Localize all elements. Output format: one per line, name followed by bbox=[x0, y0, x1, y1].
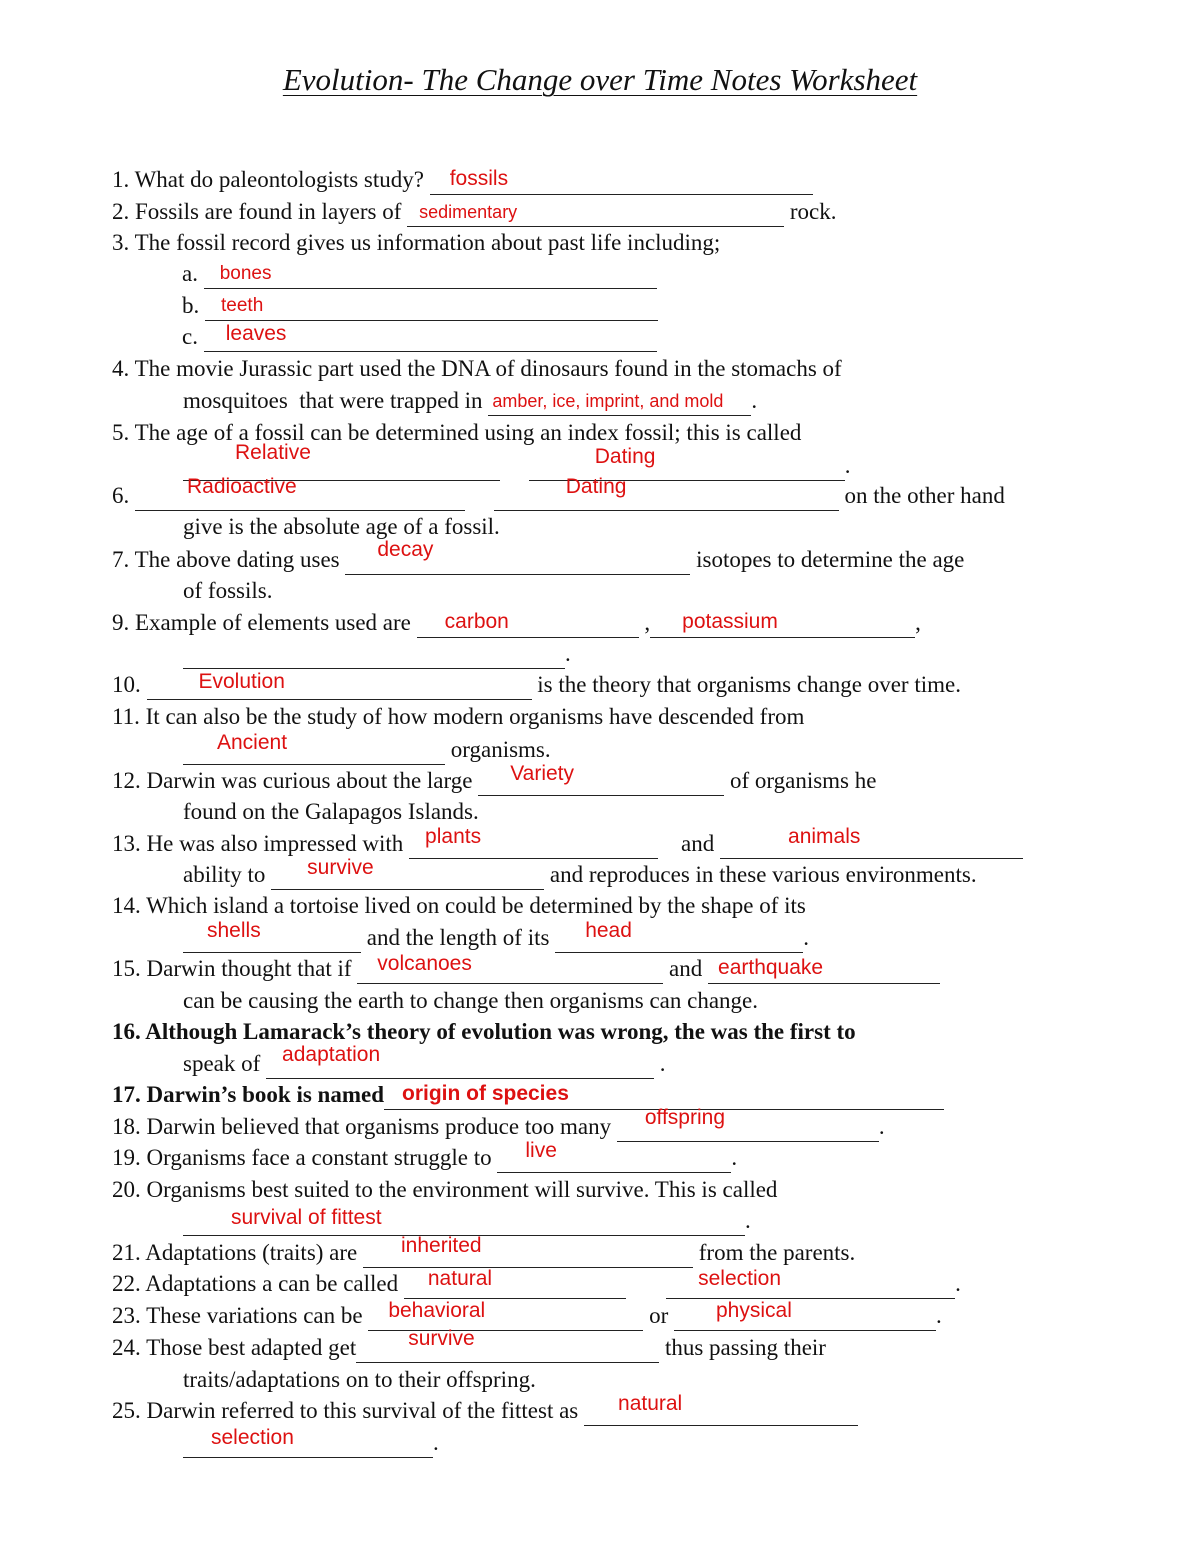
question-text: 3. The fossil record gives us information about past life including; bbox=[112, 230, 721, 255]
question-line bbox=[183, 1428, 439, 1458]
question-text: mosquitoes that were trapped in bbox=[183, 388, 489, 413]
answer-blank[interactable] bbox=[497, 1139, 731, 1173]
question-text: is the theory that organisms change over time. bbox=[531, 672, 961, 697]
question-text: 6. bbox=[112, 483, 135, 508]
handwritten-answer: teeth bbox=[221, 295, 264, 316]
question-line bbox=[183, 1365, 536, 1395]
handwritten-answer: selection bbox=[698, 1267, 782, 1290]
answer-blank[interactable] bbox=[494, 475, 839, 511]
question-line bbox=[112, 1234, 856, 1268]
question-text: or bbox=[643, 1303, 674, 1328]
handwritten-answer: survive bbox=[307, 856, 374, 879]
question-text: , bbox=[638, 610, 651, 635]
question-text: 21. Adaptations (traits) are bbox=[112, 1240, 364, 1265]
question-text: 20. Organisms best suited to the environment will survive. This is called bbox=[112, 1177, 778, 1202]
question-text: b. bbox=[182, 293, 205, 318]
handwritten-answer: sedimentary bbox=[419, 202, 518, 222]
question-text: found on the Galapagos Islands. bbox=[183, 799, 479, 824]
question-line bbox=[183, 986, 758, 1016]
handwritten-answer: selection bbox=[211, 1426, 294, 1449]
question-text: from the parents. bbox=[693, 1240, 856, 1265]
question-text: . bbox=[433, 1430, 439, 1455]
question-text: . bbox=[565, 641, 571, 666]
answer-blank[interactable] bbox=[266, 1043, 654, 1079]
question-text: c. bbox=[182, 324, 204, 349]
answer-blank[interactable] bbox=[183, 1428, 433, 1458]
handwritten-answer: Evolution bbox=[198, 670, 285, 693]
handwritten-answer: Variety bbox=[510, 762, 575, 785]
question-text: and bbox=[658, 831, 721, 856]
handwritten-answer: Dating bbox=[565, 475, 627, 498]
handwritten-answer: fossils bbox=[449, 167, 509, 190]
question-text: isotopes to determine the age bbox=[690, 547, 965, 572]
question-text: . bbox=[745, 1208, 751, 1233]
question-line bbox=[112, 1080, 944, 1110]
question-text: . bbox=[955, 1271, 961, 1296]
answer-blank[interactable] bbox=[584, 1392, 858, 1426]
question-line bbox=[112, 670, 961, 700]
question-text: 10. bbox=[112, 672, 147, 697]
question-line bbox=[112, 1392, 858, 1426]
question-line bbox=[112, 825, 1023, 859]
question-text: 1. What do paleontologists study? bbox=[112, 167, 430, 192]
answer-blank[interactable] bbox=[478, 762, 724, 796]
question-text: 11. It can also be the study of how modern organisms have descended from bbox=[112, 704, 805, 729]
answer-blank[interactable] bbox=[345, 538, 690, 575]
question-text: 13. He was also impressed with bbox=[112, 831, 410, 856]
question-text: 23. These variations can be bbox=[112, 1303, 369, 1328]
question-line bbox=[112, 228, 720, 258]
answer-blank[interactable] bbox=[674, 1301, 936, 1331]
question-text: . bbox=[654, 1051, 666, 1076]
handwritten-answer: origin of species bbox=[402, 1082, 569, 1105]
question-line bbox=[183, 386, 757, 416]
question-line bbox=[183, 731, 551, 765]
handwritten-answer: animals bbox=[788, 825, 861, 848]
question-text: of organisms he bbox=[724, 768, 877, 793]
question-line bbox=[112, 354, 842, 384]
handwritten-answer: adaptation bbox=[282, 1043, 381, 1066]
answer-blank[interactable] bbox=[555, 919, 803, 953]
answer-blank[interactable] bbox=[488, 386, 751, 416]
handwritten-answer: plants bbox=[425, 825, 482, 848]
worksheet-title: Evolution- The Change over Time Notes Worksheet bbox=[282, 62, 918, 97]
question-line bbox=[183, 576, 272, 606]
question-text: 17. Darwin’s book is named bbox=[112, 1082, 384, 1107]
question-text: traits/adaptations on to their offspring. bbox=[183, 1367, 536, 1392]
question-text: 16. Although Lamarack’s theory of evolution was wrong, the was the first to bbox=[112, 1019, 856, 1044]
question-text: 15. Darwin thought that if bbox=[112, 956, 358, 981]
question-line bbox=[112, 418, 801, 448]
question-text: . bbox=[731, 1145, 738, 1170]
question-line bbox=[183, 512, 500, 542]
question-text: and the length of its bbox=[361, 925, 556, 950]
answer-blank[interactable] bbox=[708, 954, 940, 984]
handwritten-answer: bones bbox=[219, 263, 272, 284]
question-line bbox=[112, 1301, 942, 1331]
question-text: thus passing their bbox=[659, 1335, 826, 1360]
handwritten-answer: behavioral bbox=[388, 1299, 486, 1322]
answer-blank[interactable] bbox=[404, 1269, 626, 1299]
question-text bbox=[626, 1271, 666, 1296]
answer-blank[interactable] bbox=[720, 825, 1023, 859]
question-line bbox=[112, 1175, 777, 1205]
question-line bbox=[183, 797, 479, 827]
question-text: of fossils. bbox=[183, 578, 273, 603]
question-line bbox=[112, 538, 965, 575]
answer-blank[interactable] bbox=[356, 1327, 659, 1363]
question-line bbox=[183, 1206, 751, 1236]
question-line bbox=[112, 891, 806, 921]
answer-blank[interactable] bbox=[183, 731, 445, 765]
question-line bbox=[112, 608, 921, 638]
answer-blank[interactable] bbox=[363, 1234, 693, 1268]
answer-blank[interactable] bbox=[204, 322, 657, 352]
question-text: a. bbox=[182, 261, 204, 286]
answer-blank[interactable] bbox=[430, 165, 813, 195]
answer-blank[interactable] bbox=[183, 1206, 745, 1236]
question-line bbox=[183, 1043, 666, 1079]
question-line bbox=[112, 165, 813, 195]
question-text bbox=[465, 483, 494, 508]
question-text: on the other hand bbox=[838, 483, 1005, 508]
question-text: organisms. bbox=[445, 737, 551, 762]
question-text: 25. Darwin referred to this survival of the fittest as bbox=[112, 1398, 585, 1423]
question-text: rock. bbox=[784, 199, 837, 224]
question-line bbox=[182, 259, 657, 289]
question-text: speak of bbox=[183, 1051, 267, 1076]
question-line bbox=[182, 322, 657, 352]
handwritten-answer: shells bbox=[207, 919, 261, 942]
question-text: ability to bbox=[183, 862, 272, 887]
question-text: 2. Fossils are found in layers of bbox=[112, 199, 408, 224]
answer-blank[interactable] bbox=[357, 954, 663, 984]
handwritten-answer: decay bbox=[377, 538, 434, 561]
handwritten-answer: Ancient bbox=[217, 731, 288, 754]
question-line bbox=[112, 954, 940, 984]
question-line bbox=[112, 762, 877, 796]
handwritten-answer: offspring bbox=[644, 1106, 725, 1129]
question-text: 19. Organisms face a constant struggle to bbox=[112, 1145, 498, 1170]
question-text: 24. Those best adapted get bbox=[112, 1335, 357, 1360]
question-text: 5. The age of a fossil can be determined using an index fossil; this is called bbox=[112, 420, 802, 445]
answer-blank[interactable] bbox=[205, 291, 658, 321]
handwritten-answer: survive bbox=[408, 1327, 475, 1350]
question-line bbox=[182, 291, 658, 321]
question-text: 18. Darwin believed that organisms produce too many bbox=[112, 1114, 617, 1139]
question-text: . bbox=[844, 453, 851, 478]
handwritten-answer: Radioactive bbox=[187, 475, 297, 498]
handwritten-answer: live bbox=[525, 1139, 557, 1162]
answer-blank[interactable] bbox=[183, 639, 565, 669]
question-line bbox=[112, 1017, 856, 1047]
answer-blank[interactable] bbox=[407, 197, 784, 227]
handwritten-answer: amber, ice, imprint, and mold bbox=[492, 391, 724, 411]
question-text: 12. Darwin was curious about the large bbox=[112, 768, 479, 793]
question-text: , bbox=[915, 610, 921, 635]
question-text: and bbox=[663, 956, 709, 981]
question-text: . bbox=[751, 388, 758, 413]
answer-blank[interactable] bbox=[135, 475, 465, 511]
question-line bbox=[112, 1327, 826, 1363]
question-text: can be causing the earth to change then organisms can change. bbox=[183, 988, 758, 1013]
handwritten-answer: earthquake bbox=[718, 956, 824, 979]
handwritten-answer: head bbox=[585, 919, 632, 942]
question-line bbox=[112, 197, 837, 227]
handwritten-answer: natural bbox=[618, 1392, 683, 1415]
question-text: 4. The movie Jurassic part used the DNA of dinosaurs found in the stomachs of bbox=[112, 356, 842, 381]
question-line bbox=[183, 639, 571, 669]
answer-blank[interactable] bbox=[183, 919, 361, 953]
question-text: . bbox=[803, 925, 809, 950]
answer-blank[interactable] bbox=[417, 608, 639, 638]
handwritten-answer: natural bbox=[427, 1267, 493, 1290]
question-line bbox=[112, 702, 804, 732]
question-line bbox=[183, 856, 977, 890]
question-line bbox=[112, 475, 1005, 511]
answer-blank[interactable] bbox=[271, 856, 544, 890]
answer-blank[interactable] bbox=[409, 825, 658, 859]
handwritten-answer: leaves bbox=[225, 322, 287, 345]
handwritten-answer: volcanoes bbox=[377, 952, 472, 975]
handwritten-answer: physical bbox=[716, 1299, 792, 1322]
question-line bbox=[112, 1139, 738, 1173]
answer-blank[interactable] bbox=[147, 670, 532, 700]
question-line bbox=[112, 1269, 961, 1299]
handwritten-answer: Dating bbox=[594, 445, 656, 468]
handwritten-answer: carbon bbox=[444, 610, 509, 633]
question-text: 7. The above dating uses bbox=[112, 547, 346, 572]
handwritten-answer: potassium bbox=[682, 610, 778, 633]
question-text: 14. Which island a tortoise lived on could be determined by the shape of its bbox=[112, 893, 806, 918]
answer-blank[interactable] bbox=[617, 1106, 879, 1142]
answer-blank[interactable] bbox=[666, 1269, 955, 1299]
handwritten-answer: Relative bbox=[235, 441, 311, 464]
question-text: 9. Example of elements used are bbox=[112, 610, 417, 635]
question-text: give is the absolute age of a fossil. bbox=[183, 514, 500, 539]
question-text: . bbox=[878, 1114, 885, 1139]
handwritten-answer: inherited bbox=[401, 1234, 482, 1257]
answer-blank[interactable] bbox=[650, 608, 915, 638]
question-text: . bbox=[936, 1303, 942, 1328]
question-text: and reproduces in these various environments. bbox=[544, 862, 977, 887]
question-line bbox=[183, 919, 809, 953]
handwritten-answer: survival of fittest bbox=[231, 1206, 382, 1229]
question-line bbox=[112, 1106, 885, 1142]
answer-blank[interactable] bbox=[204, 259, 657, 289]
question-text: 22. Adaptations a can be called bbox=[112, 1271, 404, 1296]
question-text bbox=[500, 453, 529, 478]
